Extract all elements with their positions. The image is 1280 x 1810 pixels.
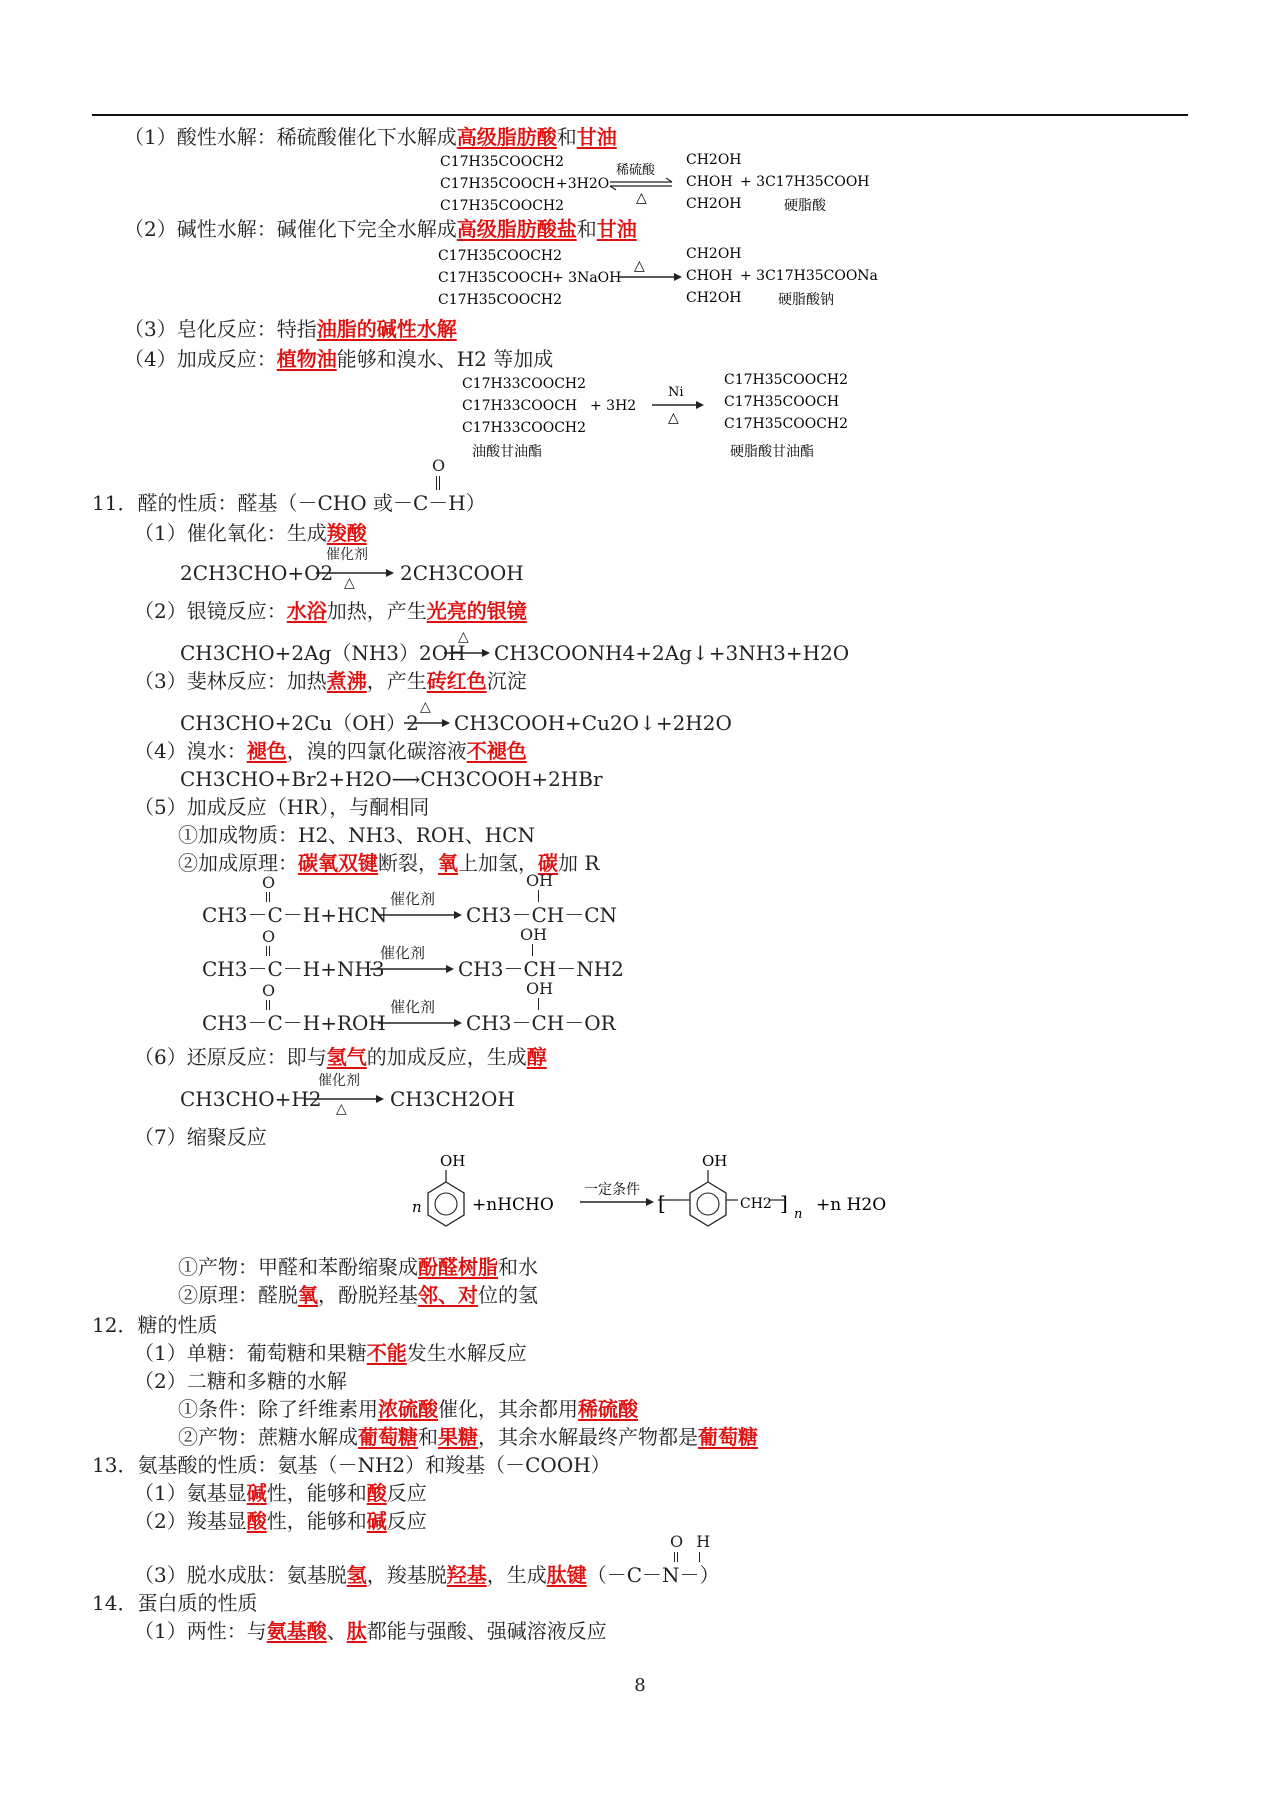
answer-fructose: 果糖: [438, 1425, 478, 1449]
monosaccharide-line: [134, 1340, 527, 1366]
peptide-formula: （－C－N－）: [586, 1563, 720, 1587]
eq-left-3: C17H33COOCH2: [462, 420, 587, 436]
amino-text: 反应: [386, 1481, 427, 1505]
eq-cond: 一定条件: [584, 1182, 640, 1198]
principle-text: 加 R: [558, 851, 600, 875]
amino-text: 性，能够和: [266, 1481, 367, 1505]
fat-addition-label: （4）加成反应：: [124, 347, 277, 371]
eq-cond-top: △: [634, 258, 645, 274]
eq-product-name: 硬脂酸钠: [778, 292, 834, 308]
single-bond: [532, 944, 533, 956]
eq-right-2: CHOH: [686, 268, 733, 284]
conj: 和: [418, 1425, 438, 1449]
answer-glucose: 葡萄糖: [698, 1425, 758, 1449]
eq-right-3: C17H35COOCH2: [724, 416, 849, 432]
amino-text: （1）氨基显: [134, 1481, 247, 1505]
eq-left-3: C17H35COOCH2: [438, 292, 563, 308]
acid-hydrolysis-line: [124, 124, 617, 150]
arrow: [378, 1018, 464, 1028]
condensation-principle-text: ②原理：醛脱: [178, 1283, 298, 1307]
peptide-bond-top: O H: [670, 1532, 715, 1551]
bromine-line: [134, 738, 527, 764]
oxid-cond-top: 催化剂: [326, 547, 368, 563]
fehling-eq-right: CH3COOH+Cu2O↓+2H2O: [454, 711, 732, 735]
reduction-label: （6）还原反应：即与: [134, 1045, 327, 1069]
amino-line-1: [134, 1480, 427, 1506]
silver-eq-right: CH3COONH4+2Ag↓+3NH3+H2O: [494, 641, 850, 665]
aldehyde-title-text: 11．醛的性质：醛基（－CHO 或－: [92, 491, 413, 515]
eq-product: + 3C17H35COONa: [740, 268, 878, 284]
peptide-text: ，生成: [486, 1563, 547, 1587]
bracket-left: [: [658, 1191, 666, 1215]
fehling-label: （3）斐林反应：加热: [134, 669, 327, 693]
eq-right: CH3－CH－OR: [466, 1011, 616, 1035]
acid-hydrolysis-equation: [440, 150, 880, 216]
fat-addition-line: [124, 346, 553, 372]
saponification-line: [124, 316, 457, 342]
conj: 和: [576, 217, 597, 241]
reduction-eq-left: CH3CHO+H2: [180, 1087, 322, 1111]
peptide-line: [134, 1562, 720, 1588]
silver-mirror-label: （2）银镜反应：: [134, 599, 287, 623]
catalytic-oxidation-label: （1）催化氧化：生成: [134, 521, 327, 545]
eq-right-1: CH2OH: [686, 152, 742, 168]
acid-hydrolysis-label: （1）酸性水解：稀硫酸催化下水解成: [124, 125, 457, 149]
catalytic-oxidation-line: [134, 520, 367, 546]
single-bond: [538, 890, 539, 902]
condensation-product-text: ①产物：甲醛和苯酚缩聚成: [178, 1255, 418, 1279]
answer-acidic: 酸: [246, 1509, 267, 1533]
protein-line-1: [134, 1618, 607, 1644]
page-number: 8: [634, 1675, 646, 1696]
amino-line-2: [134, 1508, 427, 1534]
eq-right-3: CH2OH: [686, 196, 742, 212]
silver-mirror-mid: 加热，产生: [326, 599, 427, 623]
answer-oxygen: 氧: [438, 851, 458, 875]
condensation-product-end: 和水: [498, 1255, 538, 1279]
bromine-eq: CH3CHO+Br2+H2O⟶CH3COOH+2HBr: [180, 767, 603, 791]
answer-phenolic-resin: 酚醛树脂: [418, 1255, 498, 1279]
fehling-end: 沉淀: [486, 669, 527, 693]
answer-hydrogen: 氢: [346, 1563, 367, 1587]
eq-product: +n H2O: [816, 1195, 887, 1215]
principle-text: 断裂，: [378, 851, 438, 875]
double-bond: [266, 946, 270, 956]
answer-peptide: 肽: [346, 1619, 367, 1643]
base-hydrolysis-label: （2）碱性水解：碱催化下完全水解成: [124, 217, 457, 241]
peptide-text: ，羧基脱: [366, 1563, 447, 1587]
fehling-eq-left: CH3CHO+2Cu（OH）2: [180, 711, 419, 735]
answer-no-decolorize: 不褪色: [466, 739, 527, 763]
amino-text: 性，能够和: [266, 1509, 367, 1533]
eq-cond: 催化剂: [390, 890, 436, 908]
answer-alcohol: 醇: [526, 1045, 547, 1069]
answer-fatty-acid-salt: 高级脂肪酸盐: [456, 217, 577, 241]
answer-dilute-sulfuric-acid: 稀硫酸: [578, 1397, 638, 1421]
single-bond: [538, 998, 539, 1010]
protein-text: 都能与强酸、强碱溶液反应: [366, 1619, 607, 1643]
hydrolysis-condition: [178, 1396, 638, 1422]
conj: 和: [556, 125, 577, 149]
answer-glycerol: 甘油: [576, 125, 617, 149]
eq-cond-top: Ni: [668, 385, 684, 400]
eq-left-2: C17H33COOCH: [462, 398, 578, 414]
addition-substances: ①加成物质：H2、NH3、ROH、HCN: [178, 823, 535, 847]
arrow: [378, 910, 464, 920]
eq-cond: 催化剂: [390, 998, 436, 1016]
eq-left: CH3－C－H+ROH: [202, 1011, 386, 1035]
answer-basic: 碱: [246, 1481, 267, 1505]
arrow: [404, 718, 452, 728]
eq-left: CH3－C－H+NH3: [202, 957, 385, 981]
carbonyl-oxygen: O: [432, 456, 446, 475]
answer-conc-sulfuric-acid: 浓硫酸: [378, 1397, 438, 1421]
answer-decolorize: 褪色: [246, 739, 287, 763]
disaccharide-label: （2）二糖和多糖的水解: [134, 1369, 347, 1393]
answer-carbon: 碳: [538, 851, 558, 875]
fehling-cond: △: [420, 699, 431, 715]
answer-co-double-bond: 碳氧双键: [298, 851, 378, 875]
fat-addition-rest: 能够和溴水、H2 等加成: [336, 347, 554, 371]
reduction-cond-top: 催化剂: [318, 1073, 360, 1089]
answer-carboxylic-acid: 羧酸: [326, 521, 367, 545]
answer-oxygen: 氧: [298, 1283, 318, 1307]
saponification-label: （3）皂化反应：特指: [124, 317, 317, 341]
double-bond: [436, 476, 440, 490]
eq-n: n: [794, 1207, 803, 1222]
base-hydrolysis-line: [124, 216, 637, 242]
oxid-eq-right: 2CH3COOH: [400, 561, 524, 585]
eq-oh: OH: [440, 1152, 466, 1170]
eq-oh: OH: [702, 1152, 728, 1170]
eq-reagent: +nHCHO: [472, 1195, 554, 1215]
condensation-label: （7）缩聚反应: [134, 1125, 267, 1149]
hydrolysis-product-text: ②产物：蔗糖水解成: [178, 1425, 358, 1449]
eq-right-name: 硬脂酸甘油酯: [730, 444, 814, 460]
amino-text: （2）羧基显: [134, 1509, 247, 1533]
answer-cannot: 不能: [366, 1341, 407, 1365]
hydrogenation-equation: [462, 372, 882, 464]
answer-ortho-para: 邻、对: [418, 1283, 478, 1307]
answer-fatty-acid: 高级脂肪酸: [456, 125, 557, 149]
header-rule: [92, 114, 1188, 116]
answer-hydrogen: 氢气: [326, 1045, 367, 1069]
eq-reagent: +3H2O: [556, 176, 610, 192]
reduction-eq-right: CH3CH2OH: [390, 1087, 515, 1111]
double-bond: [674, 1552, 678, 1562]
monosaccharide-end: 发生水解反应: [406, 1341, 527, 1365]
answer-base: 碱: [366, 1509, 387, 1533]
answer-amino-acid: 氨基酸: [266, 1619, 327, 1643]
eq-top-oh: OH: [520, 925, 548, 944]
condensation-principle: [178, 1282, 538, 1308]
answer-water-bath: 水浴: [286, 599, 327, 623]
reduction-mid: 的加成反应，生成: [366, 1045, 527, 1069]
phenol-formaldehyde-equation: [412, 1152, 902, 1252]
eq-right-2: C17H35COOCH: [724, 394, 840, 410]
eq-right-3: CH2OH: [686, 290, 742, 306]
fehling-line: [134, 668, 527, 694]
oxid-eq-left: 2CH3CHO+O2: [180, 561, 334, 585]
monosaccharide-text: （1）单糖：葡萄糖和果糖: [134, 1341, 367, 1365]
eq-left: CH3－C－H+HCN: [202, 903, 388, 927]
bromine-mid: ，溴的四氯化碳溶液: [286, 739, 467, 763]
answer-boiling: 煮沸: [326, 669, 367, 693]
answer-peptide-bond: 肽键: [546, 1563, 587, 1587]
eq-product: + 3C17H35COOH: [740, 174, 870, 190]
eq-cond: 催化剂: [380, 944, 426, 962]
eq-ch2: CH2: [740, 1196, 772, 1212]
answer-glucose: 葡萄糖: [358, 1425, 418, 1449]
condensation-principle-mid: ，酚脱羟基: [318, 1283, 418, 1307]
answer-brick-red: 砖红色: [426, 669, 487, 693]
hydrolysis-condition-mid: 催化，其余都用: [438, 1397, 578, 1421]
sugar-title: 12．糖的性质: [92, 1313, 218, 1337]
peptide-text: （3）脱水成肽：氨基脱: [134, 1563, 347, 1587]
answer-alkaline-hydrolysis: 油脂的碱性水解: [316, 317, 457, 341]
answer-acid: 酸: [366, 1481, 387, 1505]
arrow: [316, 568, 396, 578]
eq-right: CH3－CH－NH2: [458, 957, 624, 981]
hydrolysis-product-mid: ，其余水解最终产物都是: [478, 1425, 698, 1449]
eq-top-oh: OH: [526, 871, 554, 890]
aldehyde-title-end: －H）: [428, 491, 486, 515]
eq-top-oh: OH: [526, 979, 554, 998]
eq-cond-bottom: △: [636, 190, 647, 206]
benzene-ring-icon: [690, 1182, 726, 1226]
eq-left-3: C17H35COOCH2: [440, 198, 565, 214]
double-bond: [266, 1000, 270, 1010]
aldehyde-carbon: C: [412, 491, 429, 515]
base-hydrolysis-equation: [438, 244, 898, 312]
answer-vegetable-oil: 植物油: [276, 347, 337, 371]
eq-right-1: CH2OH: [686, 246, 742, 262]
principle-text: 上加氢，: [458, 851, 538, 875]
eq-cond-bottom: △: [668, 410, 679, 426]
eq-reagent: + 3NaOH: [552, 270, 622, 286]
double-bond: [266, 892, 270, 902]
reduction-line: [134, 1044, 547, 1070]
eq-left-2: C17H35COOCH: [438, 270, 554, 286]
arrow: [370, 964, 456, 974]
eq-right-1: C17H35COOCH2: [724, 372, 849, 388]
silver-mirror-line: [134, 598, 527, 624]
bromine-label: （4）溴水：: [134, 739, 247, 763]
eq-product-name: 硬脂酸: [784, 198, 826, 214]
bracket-right: ]: [780, 1191, 788, 1215]
fehling-mid: ，产生: [366, 669, 427, 693]
oxid-cond-bottom: △: [344, 575, 355, 591]
amino-text: 反应: [386, 1509, 427, 1533]
answer-hydroxyl: 羟基: [446, 1563, 487, 1587]
benzene-ring-icon: [428, 1182, 464, 1226]
reduction-cond-bottom: △: [336, 1101, 347, 1117]
eq-right-2: CHOH: [686, 174, 733, 190]
eq-reagent: + 3H2: [590, 398, 637, 414]
eq-top-o: O: [262, 981, 276, 1000]
eq-top-o: O: [262, 927, 276, 946]
protein-text: （1）两性：与: [134, 1619, 267, 1643]
answer-bright-silver-mirror: 光亮的银镜: [426, 599, 527, 623]
arrow: [444, 648, 492, 658]
aldehyde-title: [92, 490, 486, 516]
eq-left-1: C17H35COOCH2: [440, 154, 565, 170]
eq-n: n: [412, 1198, 422, 1216]
hydrolysis-condition-text: ①条件：除了纤维素用: [178, 1397, 378, 1421]
condensation-product: [178, 1254, 538, 1280]
protein-text: 、: [326, 1619, 347, 1643]
aldehyde-addition-label: （5）加成反应（HR），与酮相同: [134, 795, 430, 819]
silver-cond: △: [458, 629, 469, 645]
addition-principle-label: ②加成原理：: [178, 851, 298, 875]
amino-acid-title: 13．氨基酸的性质：氨基（－NH2）和羧基（－COOH）: [92, 1453, 611, 1477]
eq-left-name: 油酸甘油酯: [472, 444, 542, 460]
answer-glycerol: 甘油: [596, 217, 637, 241]
eq-cond-top: 稀硫酸: [616, 163, 656, 178]
eq-top-o: O: [262, 873, 276, 892]
eq-left-1: C17H33COOCH2: [462, 376, 587, 392]
condensation-principle-end: 位的氢: [478, 1283, 538, 1307]
protein-title: 14．蛋白质的性质: [92, 1591, 258, 1615]
eq-left-1: C17H35COOCH2: [438, 248, 563, 264]
eq-left-2: C17H35COOCH: [440, 176, 556, 192]
eq-right: CH3－CH－CN: [466, 903, 618, 927]
arrow: [306, 1094, 386, 1104]
hydrolysis-product: [178, 1424, 758, 1450]
silver-eq-left: CH3CHO+2Ag（NH3）2OH: [180, 641, 466, 665]
single-bond: [699, 1552, 700, 1562]
